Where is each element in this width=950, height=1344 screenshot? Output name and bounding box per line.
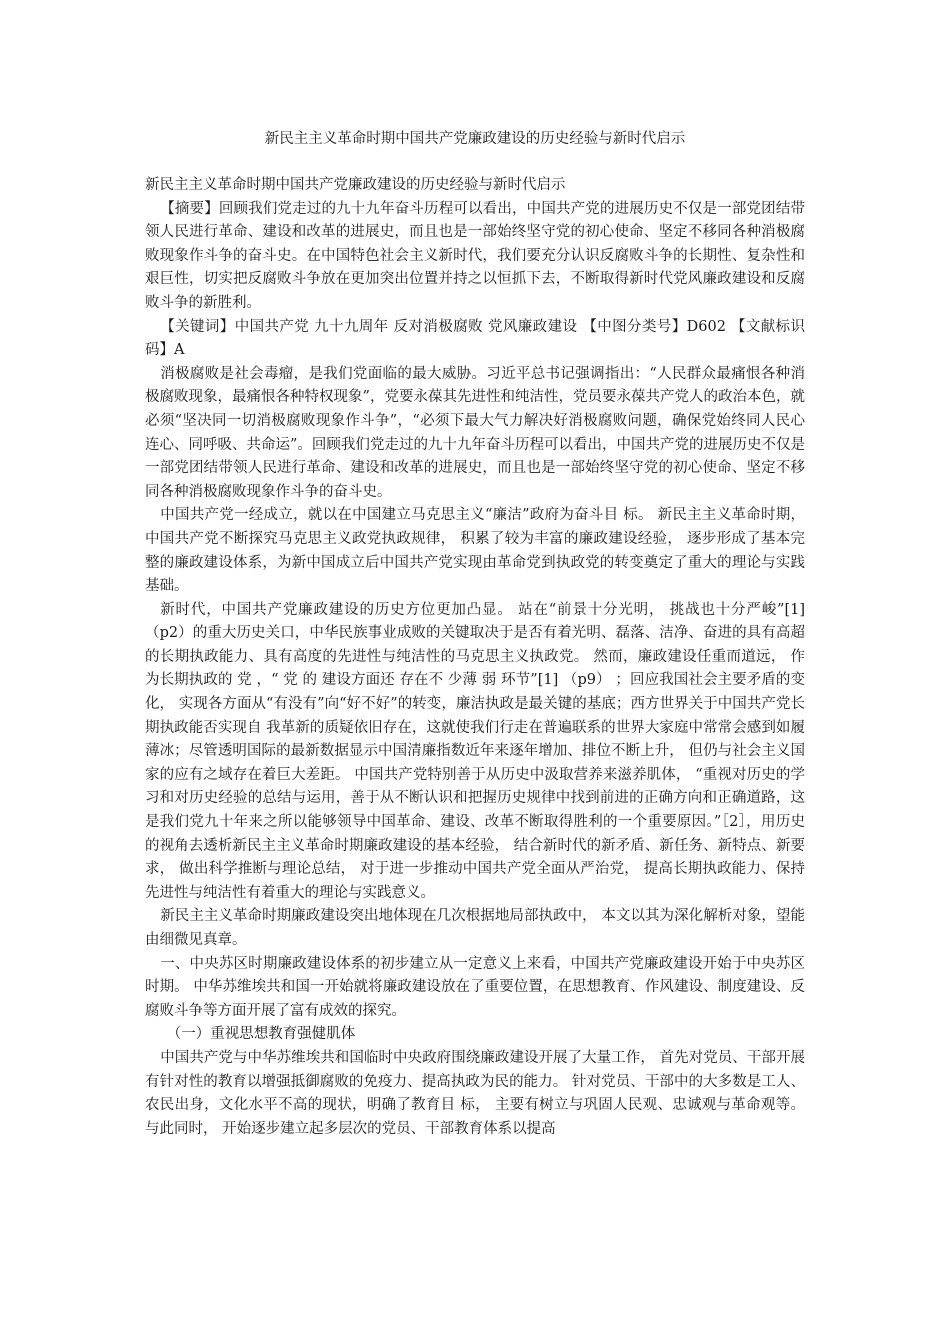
body-paragraph: 中国共产党一经成立，就以在中国建立马克思主义“廉洁”政府为奋斗目 标。 新民主主义革命时期， 中国共产党不断探究马克思主义政党执政规律， 积累了较为丰富的廉政建设经验， 逐步形成了基本完整的廉政建设体系，为新中国成立后中国共产党实现由革命党到执政党的转变奠定了重大的理论与实践基础。 xyxy=(145,507,805,595)
document-body xyxy=(145,174,805,1141)
section-heading: （一）重视思想教育强健肌体 xyxy=(166,1026,356,1043)
body-paragraph: 消极腐败是社会毒瘤，是我们党面临的最大威胁。习近平总书记强调指出：“人民群众最痛恨各种消极腐败现象，最痛恨各种特权现象”，党要永葆其先进性和纯洁性，党员要永葆共产党人的政治本色，就必须“坚决同一切消极腐败现象作斗争”，“必须下最大气力解决好消极腐败问题，确保党始终同人民心连心、同呼吸、共命运”。回顾我们党走过的九十九年奋斗历程可以看出，中国共产党的进展历史不仅是一部党团结带领人民进行革命、建设和改革的进展史，而且也是一部始终坚守党的初心使命、坚定不移同各种消极腐败现象作斗争的奋斗史。 xyxy=(145,365,805,500)
body-paragraph: 新时代，中国共产党廉政建设的历史方位更加凸显。 站在“前景十分光明， 挑战也十分严峻”[1] （p2）的重大历史关口，中华民族事业成败的关键取决于是否有着光明、磊落、洁净、奋进的具有高超的长期执政能力、具有高度的先进性与纯洁性的马克思主义执政党。 然而，廉政建设任重而道远， 作为长期执政的 党 ，“ 党 的 建设方面还 存在不 少薄 弱 环节”[1] （p9） ；回应我国社会主要矛盾的变化， 实现各方面从“有没有”向“好不好”的转变，廉洁执政是最关键的基底；西方世界关于中国共产党长期执政能否实现自 我革新的质疑依旧存在，这就使我们行走在普遍联系的世界大家庭中常常会感到如履薄冰；尽管透明国际的最新数据显示中国清廉指数近年来逐年增加、排位不断上升， 但仍与社会主义国家的应有之域存在着巨大差距。 中国共产党特别善于从历史中汲取营养来滋养肌体， “重视对历史的学习和对历史经验的总结与运用，善于从不断认识和把握历史规律中找到前进的正确方向和正确道路，这是我们党九十年来之所以能够领导中国革命、建设、改革不断取得胜利的一个重要原因。”［2］，用历史的视角去透析新民主主义革命时期廉政建设的基本经验， 结合新时代的新矛盾、新任务、新特点、新要求， 做出科学推断与理论总结， 对于进一步推动中国共产党全面从严治党， 提高长期执政能力、保持先进性与纯洁性有着重大的理论与实践意义。 xyxy=(145,601,805,901)
document-subtitle: 新民主主义革命时期中国共产党廉政建设的历史经验与新时代启示 xyxy=(145,177,566,193)
keywords-paragraph: 【关键词】中国共产党 九十九周年 反对消极腐败 党风廉政建设 【中图分类号】D602 【文献标识码】A xyxy=(145,318,805,359)
body-paragraph: 新民主主义革命时期廉政建设突出地体现在几次根据地局部执政中， 本文以其为深化解析对象，望能由细微见真章。 xyxy=(145,908,805,948)
body-paragraph: 中国共产党与中华苏维埃共和国临时中央政府围绕廉政建设开展了大量工作， 首先对党员、干部开展有针对性的教育以增强抵御腐败的免疫力、提高执政为民的能力。 针对党员、干部中的大多数是工人、农民出身，文化水平不高的现状，明确了教育目 标， 主要有树立与巩固人民观、忠诚观与革命观等。 与此同时， 开始逐步建立起多层次的党员、干部教育体系以提高 xyxy=(145,1049,805,1137)
section-paragraph: 一、中央苏区时期廉政建设体系的初步建立从一定意义上来看，中国共产党廉政建设开始于中央苏区时期。 中华苏维埃共和国一开始就将廉政建设放在了重要位置，在思想教育、作风建设、制度建设、反腐败斗争等方面开展了富有成效的探究。 xyxy=(145,955,805,1019)
abstract-paragraph: 【摘要】回顾我们党走过的九十九年奋斗历程可以看出，中国共产党的进展历史不仅是一部党团结带领人民进行革命、建设和改革的进展史，而且也是一部始终坚守党的初心使命、坚定不移同各种消极腐败现象作斗争的奋斗史。在中国特色社会主义新时代，我们要充分认识反腐败斗争的长期性、复杂性和艰巨性，切实把反腐败斗争放在更加突出位置并持之以恒抓下去，不断取得新时代党风廉政建设和反腐败斗争的新胜利。 xyxy=(145,200,805,311)
document-title: 新民主主义革命时期中国共产党廉政建设的历史经验与新时代启示 xyxy=(264,131,686,147)
